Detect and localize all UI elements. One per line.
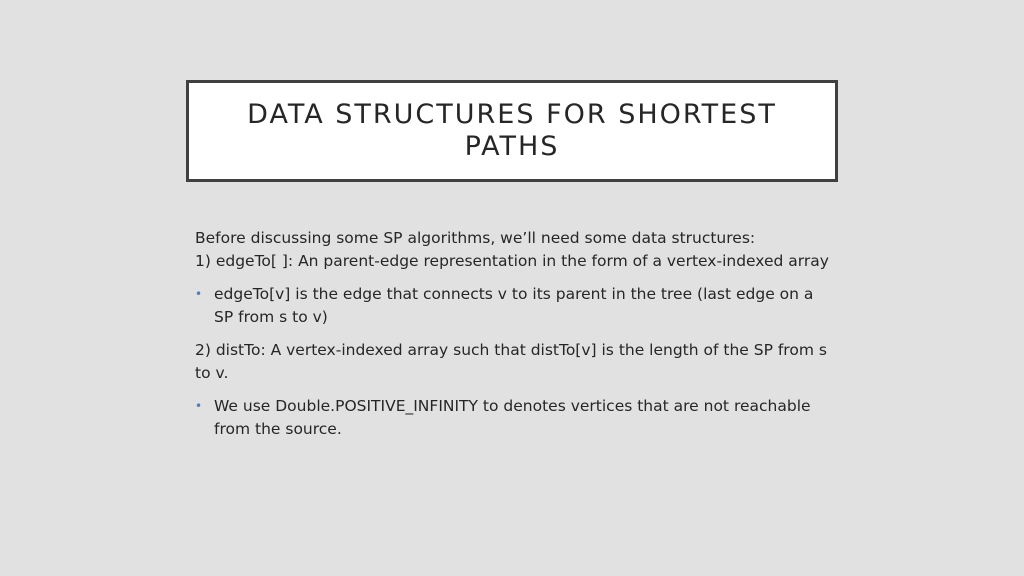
- item-distto: 2) distTo: A vertex-indexed array such that distTo[v] is the length of the SP from s to v.: [195, 341, 827, 382]
- bullet-infinity: [195, 395, 835, 441]
- slide-title: DATA STRUCTURES FOR SHORTEST PATHS: [247, 99, 777, 162]
- bullet-edgeto: [195, 283, 835, 329]
- bullet-dot-icon: •: [195, 399, 203, 413]
- intro-text: Before discussing some SP algorithms, we’ll need some data structures:: [195, 229, 756, 247]
- title-box: [186, 80, 838, 182]
- bullet-dot-icon: •: [195, 287, 203, 301]
- item-edgeto: 1) edgeTo[ ]: An parent-edge representation in the form of a vertex-indexed array: [195, 252, 829, 270]
- bullet-edgeto-text: edgeTo[v] is the edge that connects v to its parent in the tree (last edge on a SP from s to v): [214, 285, 814, 326]
- bullet-infinity-text: We use Double.POSITIVE_INFINITY to denotes vertices that are not reachable from the source.: [214, 397, 811, 438]
- slide-body: [195, 227, 835, 441]
